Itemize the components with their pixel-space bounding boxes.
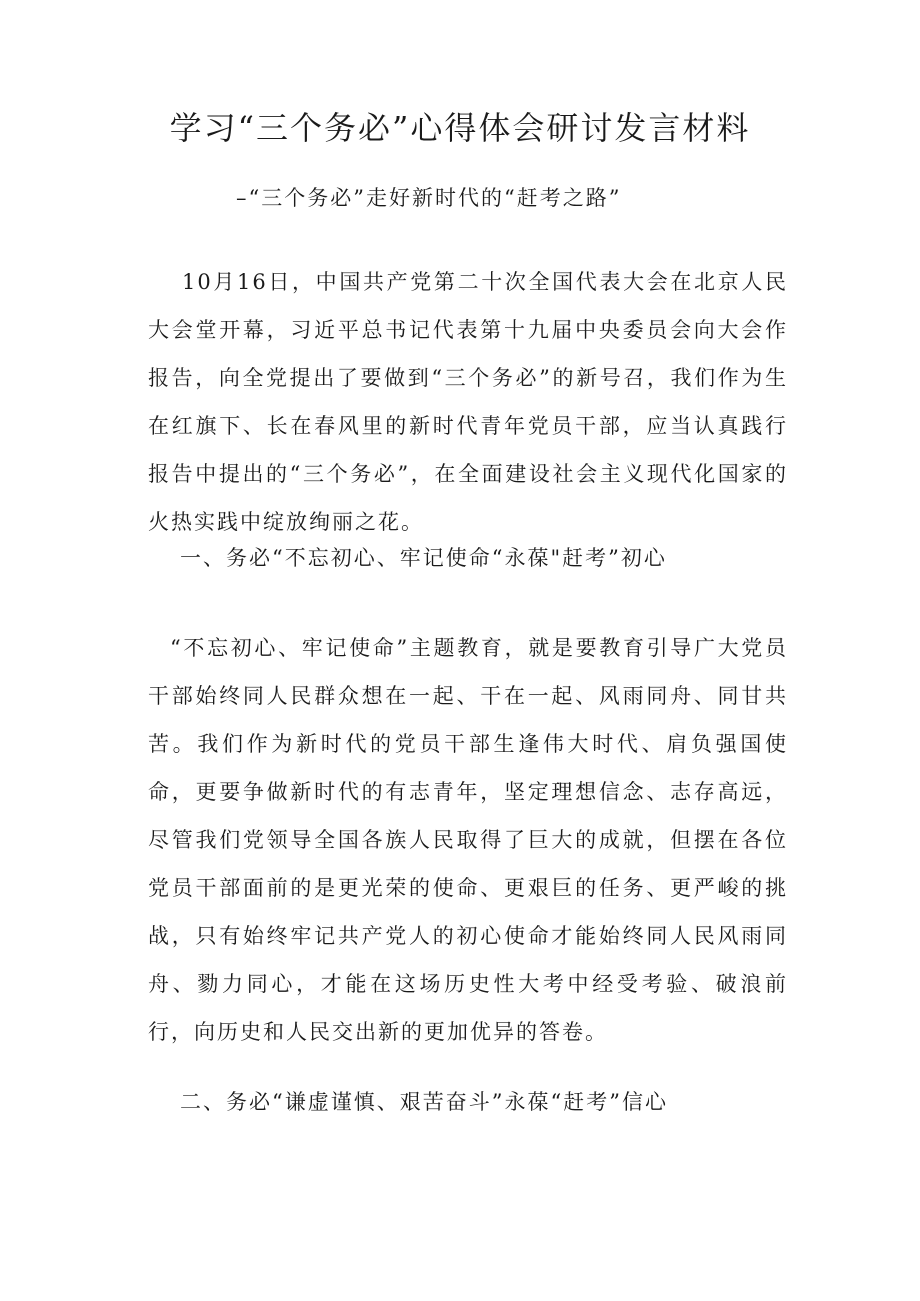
document-subtitle: –“三个务必”走好新时代的“赶考之路” <box>236 186 622 210</box>
paragraph-intro: 10月16日，中国共产党第二十次全国代表大会在北京人民大会堂开幕，习近平总书记代表第十九届中央委员会向大会作报告，向全党提出了要做到“三个务必”的新号召，我们作为生在红旗下、长在春风里的新时代青年党员干部，应当认真践行报告中提出的“三个务必”，在全面建设社会主义现代化国家的火热实践中绽放绚丽之花。 <box>148 270 788 534</box>
section-heading-1: 一、务必“不忘初心、牢记使命“永葆"赶考”初心 <box>180 546 667 570</box>
section-heading-2: 二、务必“谦虚谨慎、艰苦奋斗”永葆“赶考”信心 <box>180 1090 668 1114</box>
paragraph-section-1: “不忘初心、牢记使命”主题教育，就是要教育引导广大党员干部始终同人民群众想在一起、干在一起、风雨同舟、同甘共苦。我们作为新时代的党员干部生逢伟大时代、肩负强国使命，更要争做新时代的有志青年，坚定理想信念、志存高远，尽管我们党领导全国各族人民取得了巨大的成就，但摆在各位党员干部面前的是更光荣的使命、更艰巨的任务、更严峻的挑战，只有始终牢记共产党人的初心使命才能始终同人民风雨同舟、勠力同心，才能在这场历史性大考中经受考验、破浪前行，向历史和人民交出新的更加优异的答卷。 <box>148 636 788 1044</box>
document-title: 学习“三个务必”心得体会研讨发言材料 <box>169 109 751 147</box>
